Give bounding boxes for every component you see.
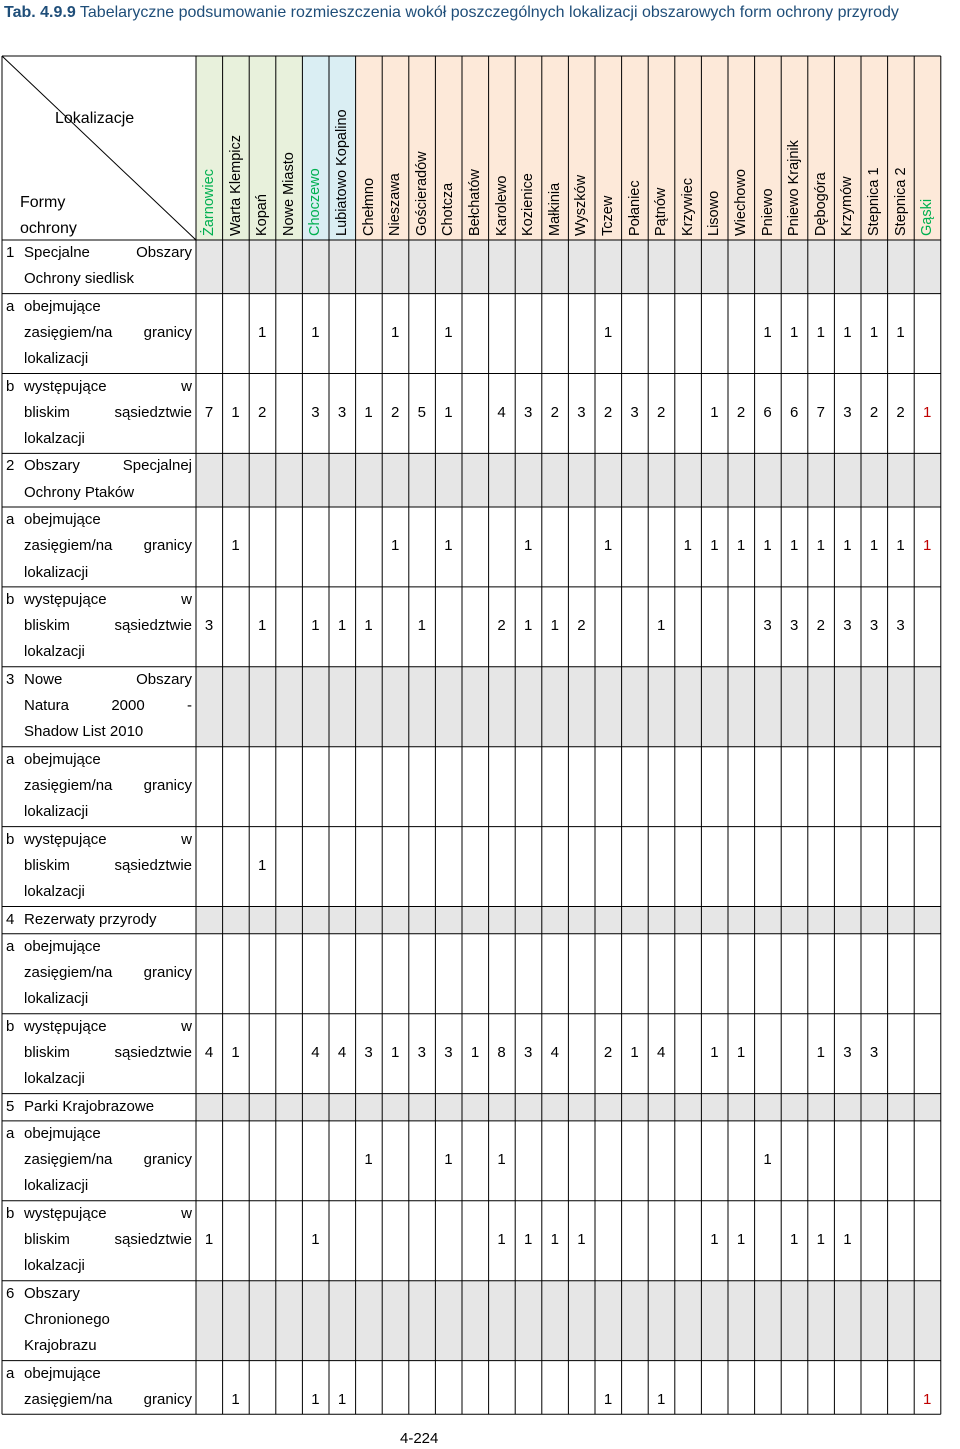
row-label-line: Rezerwaty przyrody — [24, 910, 157, 928]
data-row-label — [6, 827, 192, 907]
table-cell: 3 — [843, 1044, 852, 1061]
data-row-label — [6, 1121, 192, 1201]
table-cell: 3 — [204, 617, 214, 635]
table-cell: 1 — [550, 1231, 559, 1249]
row-label-line: bliskim sąsiedztwie — [24, 1231, 192, 1249]
table-cell: 6 — [763, 403, 772, 421]
column-header: Stepnica 1 — [866, 167, 882, 236]
table-cell: 4 — [204, 1044, 214, 1061]
table-cell: 3 — [524, 1044, 533, 1061]
table-cell: 2 — [736, 403, 746, 421]
section-row-label — [6, 240, 192, 294]
row-label-line: bliskim sąsiedztwie — [24, 617, 192, 635]
row-number: b — [6, 1017, 15, 1035]
table-cell: 1 — [710, 1044, 719, 1061]
table-cell: 3 — [790, 617, 799, 635]
column-header: Warta Klempicz — [227, 135, 244, 236]
table-cell: 1 — [843, 537, 852, 555]
table-cell: 7 — [816, 403, 825, 421]
table-cell: 3 — [417, 1044, 426, 1061]
section-row-label — [6, 1281, 192, 1361]
table-cell: 1 — [497, 1151, 506, 1169]
row-label-line: lokalzacji — [24, 1257, 85, 1275]
row-number: b — [6, 590, 15, 608]
table-cell: 1 — [630, 1044, 639, 1061]
table-cell: 1 — [816, 1044, 825, 1061]
table-cell: 1 — [843, 1231, 852, 1249]
row-number: a — [6, 297, 15, 315]
row-number: a — [6, 1124, 15, 1142]
row-number: 6 — [6, 1284, 15, 1302]
row-number: 1 — [6, 244, 15, 261]
row-label-line: obejmujące — [24, 1364, 101, 1382]
table-cell: 1 — [231, 403, 240, 421]
row-number: a — [6, 750, 15, 768]
row-number: 2 — [6, 457, 15, 475]
table-cell: 1 — [923, 1390, 932, 1408]
row-label-line: Specjalne Obszary — [24, 244, 192, 261]
table-cell: 2 — [497, 617, 506, 635]
table-cell: 1 — [869, 537, 879, 555]
row-label-line: występujące w — [24, 590, 192, 608]
column-header: Pątnów — [653, 187, 670, 236]
table-cell: 3 — [444, 1044, 453, 1061]
table-cell: 2 — [816, 617, 825, 635]
row-label-line: występujące w — [24, 377, 192, 395]
table-cell: 1 — [736, 1044, 746, 1061]
column-header: Żarnowiec — [201, 169, 217, 236]
row-label-line: lokalzacji — [24, 1070, 85, 1088]
table-cell: 2 — [603, 403, 613, 421]
column-header: Tczew — [600, 195, 616, 236]
table-cell: 4 — [311, 1044, 320, 1061]
column-header: Lisowo — [706, 190, 723, 236]
row-label-line: lokalizacji — [24, 563, 89, 581]
table-cell: 3 — [896, 617, 905, 635]
table-cell: 1 — [258, 323, 267, 341]
table-cell: 1 — [444, 1151, 453, 1169]
column-header: Kopań — [254, 194, 271, 236]
table-cell: 3 — [364, 1044, 373, 1061]
row-number: a — [6, 511, 15, 528]
row-number: 5 — [6, 1097, 15, 1115]
table-cell: 1 — [444, 403, 453, 421]
table-cell: 1 — [816, 1231, 825, 1249]
table-cell: 3 — [843, 403, 852, 421]
column-header: Nowe Miasto — [280, 152, 297, 236]
table-cell: 1 — [524, 537, 533, 555]
table-cell: 2 — [391, 403, 400, 421]
section-row-label — [6, 667, 192, 747]
table-cell: 1 — [683, 537, 692, 555]
data-row-label — [6, 1014, 192, 1094]
table-cell: 1 — [816, 323, 825, 341]
table-cell: 1 — [710, 537, 719, 555]
row-label-line: Natura 2000 - — [24, 697, 192, 715]
table-cell: 3 — [630, 403, 639, 421]
column-header: Wiechowo — [733, 169, 749, 236]
column-header: Krzymów — [839, 176, 856, 236]
table-cell: 3 — [524, 403, 533, 421]
header-lokalizacje: Lokalizacje — [55, 110, 135, 127]
table-cell: 3 — [311, 403, 320, 421]
row-label-line: zasięgiem/na granicy — [24, 537, 192, 555]
table-cell: 1 — [763, 323, 772, 341]
table-cell: 1 — [710, 1231, 719, 1249]
table-cell: 1 — [869, 323, 879, 341]
column-header: Stepnica 2 — [892, 167, 909, 236]
table-cell: 1 — [497, 1231, 506, 1249]
table-cell: 5 — [417, 403, 426, 421]
header-formy: Formy — [20, 194, 66, 211]
header-ochrony: ochrony — [20, 220, 77, 237]
row-number: b — [6, 830, 15, 848]
table-cell: 1 — [337, 1390, 347, 1408]
table-cell: 3 — [577, 403, 586, 421]
row-label-line: bliskim sąsiedztwie — [24, 403, 192, 421]
table-cell: 1 — [843, 323, 852, 341]
table-cell: 1 — [763, 537, 772, 555]
data-row-label — [6, 507, 192, 587]
table-cell: 1 — [603, 1390, 613, 1408]
row-label-line: obejmujące — [24, 1124, 101, 1142]
table-cell: 1 — [391, 323, 400, 341]
row-label-line: występujące w — [24, 830, 192, 848]
table-cell: 1 — [444, 537, 453, 555]
table-cell: 1 — [790, 1231, 799, 1249]
row-label-line: Parki Krajobrazowe — [24, 1097, 155, 1115]
row-number: b — [6, 377, 15, 395]
column-header: Karolewo — [493, 175, 510, 236]
row-label-line: lokalzacji — [24, 883, 85, 901]
row-label-line: lokalzacji — [24, 430, 85, 448]
table-cell: 4 — [657, 1044, 666, 1061]
table-cell: 1 — [364, 403, 373, 421]
table-number: Tab. 4.9.9 — [4, 4, 76, 21]
table-cell: 2 — [657, 403, 666, 421]
table-cell: 4 — [337, 1044, 347, 1061]
section-row-label — [6, 1094, 192, 1121]
table-cell: 1 — [311, 323, 320, 341]
row-number: b — [6, 1204, 15, 1222]
table-cell: 7 — [204, 403, 214, 421]
table-cell: 1 — [444, 323, 453, 341]
table-cell: 1 — [603, 323, 613, 341]
row-label-line: zasięgiem/na granicy — [24, 1151, 192, 1169]
row-label-line: Ochrony siedlisk — [24, 270, 135, 288]
row-number: a — [6, 1364, 15, 1382]
column-header: Krzywiec — [679, 177, 696, 236]
column-header: Lubiatowo Kopalino — [334, 109, 350, 236]
table-cell: 1 — [736, 537, 746, 555]
table-cell: 1 — [816, 537, 825, 555]
data-row-label — [6, 587, 192, 667]
table-cell: 1 — [710, 403, 719, 421]
table-cell: 3 — [337, 403, 347, 421]
column-header: Nieszawa — [387, 173, 404, 236]
row-label-line: lokalizacji — [24, 990, 89, 1008]
row-label-line: zasięgiem/na granicy — [24, 776, 192, 794]
table-cell: 1 — [657, 1390, 666, 1408]
table-cell: 2 — [577, 617, 586, 635]
table-cell: 1 — [736, 1231, 746, 1249]
table-cell: 1 — [391, 537, 400, 555]
table-cell: 4 — [497, 403, 506, 421]
row-label-line: lokalizacji — [24, 350, 89, 368]
table-cell: 1 — [790, 537, 799, 555]
row-label-line: występujące w — [24, 1204, 192, 1222]
column-header: Kozienice — [520, 173, 537, 236]
row-label-line: Nowe Obszary — [24, 670, 192, 688]
table-cell: 1 — [417, 617, 426, 635]
data-row-label — [6, 1361, 192, 1415]
data-row-label — [6, 747, 192, 827]
table-cell: 1 — [763, 1151, 772, 1169]
table-cell: 1 — [923, 537, 932, 555]
row-label-line: bliskim sąsiedztwie — [24, 1043, 192, 1061]
table-cell: 1 — [231, 1390, 240, 1408]
column-header: Chełmno — [360, 177, 377, 236]
data-row-label — [6, 294, 192, 374]
table-cell: 3 — [763, 617, 772, 635]
table-cell: 8 — [497, 1044, 506, 1061]
table-cell: 1 — [337, 617, 347, 635]
table-cell: 1 — [258, 856, 267, 874]
column-header: Pniewo Krajnik — [786, 140, 803, 236]
section-row-label — [6, 453, 192, 507]
table-cell: 1 — [657, 617, 666, 635]
row-label-line: obejmujące — [24, 937, 101, 955]
row-label-line: Ochrony Ptaków — [24, 483, 135, 501]
row-label-line: lokalzacji — [24, 643, 85, 661]
row-label-line: zasięgiem/na granicy — [24, 323, 192, 341]
row-label-line: Krajobrazu — [24, 1337, 97, 1355]
table-cell: 3 — [843, 617, 852, 635]
column-header: Połaniec — [626, 180, 643, 236]
column-header: Małkinia — [546, 182, 563, 236]
table-cell: 1 — [364, 1151, 373, 1169]
row-number: 3 — [6, 670, 15, 688]
column-header: Chotcza — [440, 182, 457, 236]
row-label-line: obejmujące — [24, 750, 101, 768]
row-label-line: lokalizacji — [24, 803, 89, 821]
column-header: Gościeradów — [413, 151, 430, 236]
table-cell: 1 — [231, 537, 240, 555]
table-cell: 1 — [896, 323, 905, 341]
row-label-line: obejmujące — [24, 297, 101, 315]
column-header: Choczewo — [307, 168, 324, 236]
row-number: 4 — [6, 910, 15, 928]
table-cell: 1 — [231, 1044, 240, 1061]
table-cell: 2 — [550, 403, 559, 421]
table-cell: 1 — [311, 617, 320, 635]
table-cell: 6 — [790, 403, 799, 421]
table-cell: 1 — [923, 403, 932, 421]
table-cell: 2 — [896, 403, 905, 421]
table-cell: 1 — [470, 1044, 480, 1061]
table-cell: 1 — [311, 1390, 320, 1408]
table-cell: 3 — [869, 1044, 879, 1061]
table-cell: 1 — [524, 617, 533, 635]
row-label-line: Obszary — [24, 1284, 80, 1302]
data-row-label — [6, 374, 192, 454]
table-cell: 1 — [790, 323, 799, 341]
row-label-line: zasięgiem/na granicy — [24, 1390, 192, 1408]
row-label-line: bliskim sąsiedztwie — [24, 856, 192, 874]
row-label-line: zasięgiem/na granicy — [24, 964, 192, 982]
table-cell: 1 — [258, 617, 267, 635]
row-label-line: Shadow List 2010 — [24, 723, 144, 741]
data-row-label — [6, 1201, 192, 1281]
column-header: Wyszków — [573, 174, 590, 236]
row-label-line: Chronionego — [24, 1310, 110, 1328]
row-label-line: lokalizacji — [24, 1177, 89, 1195]
table-cell: 1 — [603, 537, 613, 555]
page-number: 4-224 — [400, 1430, 439, 1447]
row-label-line: występujące w — [24, 1017, 192, 1035]
data-row-label — [6, 934, 192, 1014]
table-cell: 2 — [603, 1044, 613, 1061]
section-row-label — [6, 907, 192, 934]
column-header: Dębogóra — [812, 172, 829, 236]
table-caption: Tabelaryczne podsumowanie rozmieszczenia wokół poszczególnych lokalizacji obszarowych form ochrony przyrody — [75, 4, 899, 21]
table-cell: 2 — [258, 403, 267, 421]
table-cell: 2 — [869, 403, 879, 421]
table-cell: 1 — [364, 617, 373, 635]
table-cell: 1 — [311, 1231, 320, 1249]
column-header: Bełchatów — [467, 169, 483, 236]
row-label-line: obejmujące — [24, 511, 101, 528]
row-number: a — [6, 937, 15, 955]
row-label-line: Obszary Specjalnej — [24, 457, 192, 475]
table-cell: 4 — [550, 1044, 559, 1061]
column-header: Gąski — [919, 198, 936, 236]
table-cell: 1 — [896, 537, 905, 555]
table-cell: 1 — [577, 1231, 586, 1249]
header-formy-ochrony — [20, 190, 77, 242]
table-cell: 1 — [524, 1231, 533, 1249]
column-header: Pniewo — [759, 188, 776, 236]
table-cell: 1 — [391, 1044, 400, 1061]
table-cell: 1 — [550, 617, 559, 635]
table-cell: 3 — [869, 617, 879, 635]
table-cell: 1 — [204, 1231, 214, 1249]
